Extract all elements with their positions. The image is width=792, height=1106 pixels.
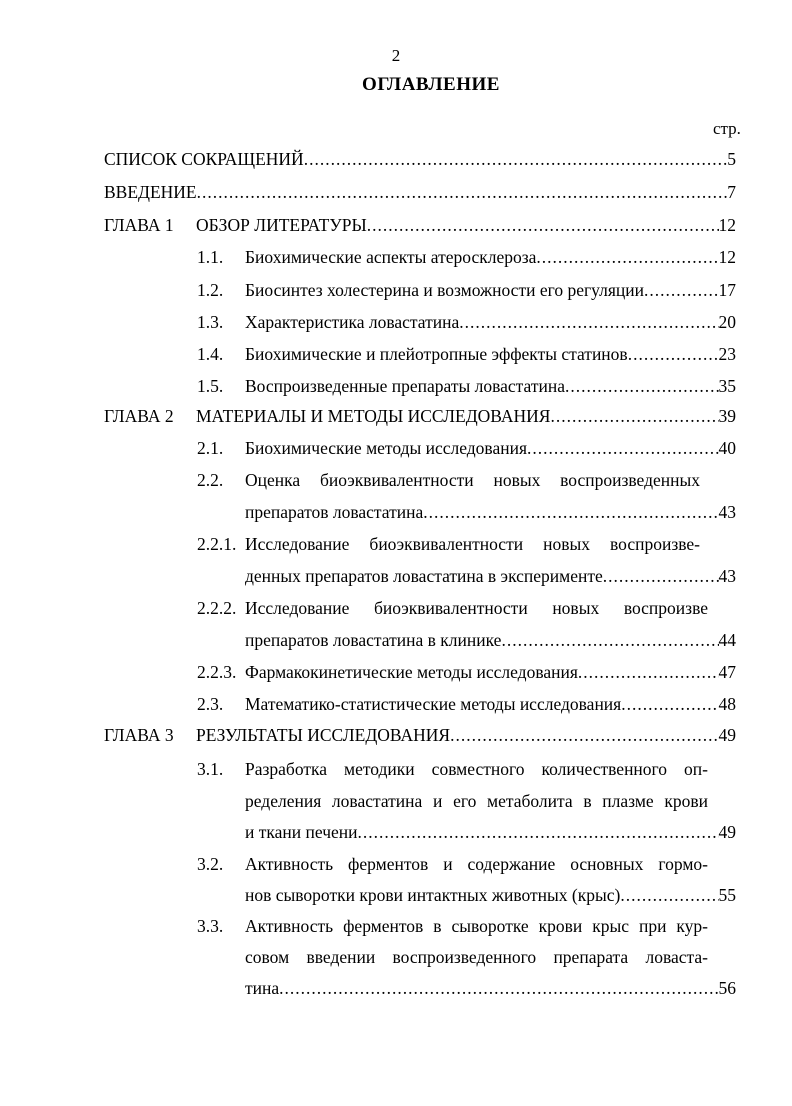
section-number: 1.1. <box>197 247 224 267</box>
toc-entry-title: тина <box>245 978 280 998</box>
toc-entry-title-line: Активность ферментов в сыворотке крови крыс при кур- <box>245 916 708 936</box>
toc-entry[interactable] <box>196 405 736 427</box>
chapter-number: ГЛАВА 3 <box>104 725 174 745</box>
toc-entry[interactable] <box>245 437 736 459</box>
toc-entry-title: Математико-статистические методы исследования <box>245 694 622 714</box>
toc-entry-page: 12 <box>718 247 736 267</box>
toc-entry-page: 49 <box>718 725 736 745</box>
toc-entry[interactable] <box>245 311 736 333</box>
toc-entry-title: препаратов ловастатина в клинике <box>245 630 502 650</box>
toc-entry-page: 20 <box>718 312 736 332</box>
toc-entry-title: МАТЕРИАЛЫ И МЕТОДЫ ИССЛЕДОВАНИЯ <box>196 406 551 426</box>
toc-entry[interactable] <box>245 629 736 651</box>
toc-entry[interactable] <box>245 884 736 906</box>
toc-entry-title: РЕЗУЛЬТАТЫ ИССЛЕДОВАНИЯ <box>196 725 451 745</box>
toc-entry-page: 48 <box>718 694 736 714</box>
section-number: 1.3. <box>197 312 224 332</box>
section-number: 3.2. <box>197 854 224 874</box>
toc-entry-page: 12 <box>718 215 736 235</box>
toc-entry-title-line: ределения ловастатина и его метаболита в плазме крови <box>245 791 708 811</box>
toc-entry-title-line: Разработка методики совместного количественного оп- <box>245 759 708 779</box>
toc-entry-title: ВВЕДЕНИЕ <box>104 182 197 202</box>
toc-entry-title: Характеристика ловастатина <box>245 312 460 332</box>
section-number: 1.4. <box>197 344 224 364</box>
toc-entry[interactable] <box>245 246 736 268</box>
toc-entry[interactable] <box>245 821 736 843</box>
toc-entry-title: СПИСОК СОКРАЩЕНИЙ <box>104 149 304 169</box>
toc-entry-page: 39 <box>718 406 736 426</box>
toc-entry[interactable] <box>104 181 736 203</box>
toc-entry[interactable] <box>245 375 736 397</box>
toc-entry-page: 35 <box>718 376 736 396</box>
toc-entry-title: нов сыворотки крови интактных животных (крыс) <box>245 885 621 905</box>
toc-entry[interactable] <box>196 724 736 746</box>
section-number: 1.5. <box>197 376 224 396</box>
toc-entry-title: денных препаратов ловастатина в эксперименте <box>245 566 603 586</box>
toc-entry-title: Биосинтез холестерина и возможности его регуляции <box>245 280 645 300</box>
chapter-number: ГЛАВА 2 <box>104 406 174 426</box>
toc-entry-page: 56 <box>718 978 736 998</box>
section-number: 2.2.1. <box>197 534 237 554</box>
toc-entry-page: 49 <box>718 822 736 842</box>
section-number: 3.1. <box>197 759 224 779</box>
toc-entry-title: Биохимические и плейотропные эффекты статинов <box>245 344 628 364</box>
toc-entry-title-line: Оценка биоэквивалентности новых воспроизведенных <box>245 470 700 490</box>
toc-entry-title-line: Активность ферментов и содержание основных гормо- <box>245 854 708 874</box>
toc-entry-page: 55 <box>718 885 736 905</box>
toc-entry-page: 47 <box>718 662 736 682</box>
toc-entry[interactable] <box>104 148 736 170</box>
toc-entry-title-line: Исследование биоэквивалентности новых воспроизве- <box>245 534 700 554</box>
toc-entry-page: 43 <box>718 502 736 522</box>
section-number: 2.1. <box>197 438 224 458</box>
section-number: 3.3. <box>197 916 224 936</box>
section-number: 2.2.3. <box>197 662 237 682</box>
toc-entry-page: 7 <box>727 182 736 202</box>
toc-entry-page: 43 <box>718 566 736 586</box>
toc-entry-page: 44 <box>718 630 736 650</box>
toc-entry[interactable] <box>245 279 736 301</box>
toc-entry[interactable] <box>245 343 736 365</box>
section-number: 2.3. <box>197 694 224 714</box>
toc-entry-title: ОБЗОР ЛИТЕРАТУРЫ <box>196 215 367 235</box>
toc-entry-title: Биохимические методы исследования <box>245 438 528 458</box>
toc-entry-page: 40 <box>718 438 736 458</box>
toc-entry-title: Воспроизведенные препараты ловастатина <box>245 376 565 396</box>
page-number: 2 <box>391 46 401 65</box>
section-number: 2.2.2. <box>197 598 237 618</box>
toc-entry-title: препаратов ловастатина <box>245 502 424 522</box>
toc-entry[interactable] <box>245 693 736 715</box>
page-title: ОГЛАВЛЕНИЕ <box>362 74 500 95</box>
toc-entry-title: Биохимические аспекты атеросклероза <box>245 247 537 267</box>
toc-entry-page: 5 <box>727 149 736 169</box>
toc-entry-page: 17 <box>718 280 736 300</box>
toc-entry-title: Фармакокинетические методы исследования <box>245 662 578 682</box>
toc-entry-title-line: совом введении воспроизведенного препарата ловаста- <box>245 947 708 967</box>
toc-entry[interactable] <box>245 501 736 523</box>
toc-entry[interactable] <box>245 661 736 683</box>
toc-entry-title-line: Исследование биоэквивалентности новых воспроизве <box>245 598 708 618</box>
section-number: 2.2. <box>197 470 224 490</box>
toc-entry[interactable] <box>245 565 736 587</box>
toc-entry-page: 23 <box>718 344 736 364</box>
toc-entry[interactable] <box>196 214 736 236</box>
toc-entry-title: и ткани печени <box>245 822 358 842</box>
section-number: 1.2. <box>197 280 224 300</box>
page-column-header: стр. <box>713 119 741 138</box>
chapter-number: ГЛАВА 1 <box>104 215 174 235</box>
toc-entry[interactable] <box>245 977 736 999</box>
